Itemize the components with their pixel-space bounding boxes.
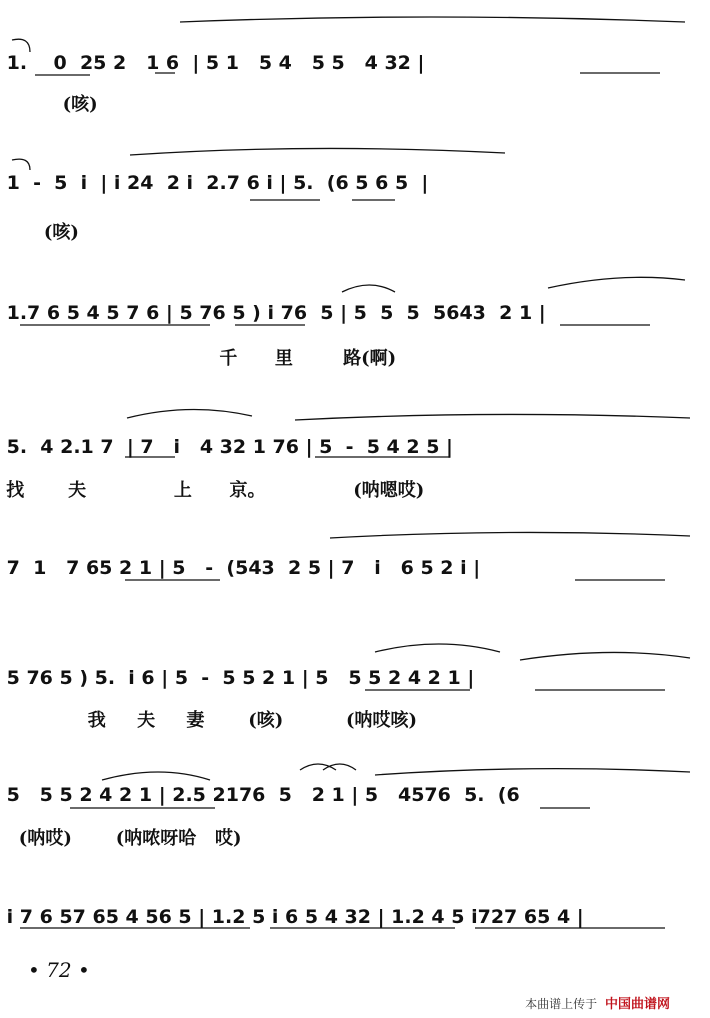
note-line: 5 76 5 ) 5. i 6 | 5 - 5 5 2 1 | 5 5 5 2 4 2 1 | <box>0 667 475 689</box>
lyric-line: 我 夫 妻 (咳) (呐哎咳) <box>0 710 417 731</box>
note-line: 1. 0 25 2 1 6 | 5 1 5 4 5 5 4 32 | <box>0 52 425 74</box>
site-logo: 中国曲谱网 <box>604 997 670 1012</box>
note-line: 1 - 5 i | i 24 2 i 2.7 6 i | 5. (6 5 6 5 | <box>0 172 429 194</box>
upload-credit <box>525 993 670 1012</box>
note-line: 5. 4 2.1 7 | 7 i 4 32 1 76 | 5 - 5 4 2 5 | <box>0 436 453 458</box>
note-line: i 7 6 57 65 4 56 5 | 1.2 5 i 6 5 4 32 | 1.2 4 5 i727 65 4 | <box>0 906 584 928</box>
lyric-line: 千 里 路(啊) <box>0 348 397 369</box>
note-line: 5 5 5 2 4 2 1 | 2.5 2176 5 2 1 | 5 4576 5. (6 <box>0 784 520 806</box>
note-line: 7 1 7 65 2 1 | 5 - (543 2 5 | 7 i 6 5 2 i | <box>0 557 481 579</box>
lyric-line: (呐哎) (呐哝呀哈 哎) <box>0 828 242 849</box>
lyric-line: (咳) <box>0 94 98 115</box>
note-line: 1.7 6 5 4 5 7 6 | 5 76 5 ) i 76 5 | 5 5 5 5643 2 1 | <box>0 302 546 324</box>
page-number: • 72 • <box>28 958 90 982</box>
lyric-line: (咳) <box>0 222 79 243</box>
credit-text: 本曲谱上传于 <box>525 997 598 1011</box>
lyric-line: 找 夫 上 京。 (呐嗯哎) <box>0 480 425 501</box>
